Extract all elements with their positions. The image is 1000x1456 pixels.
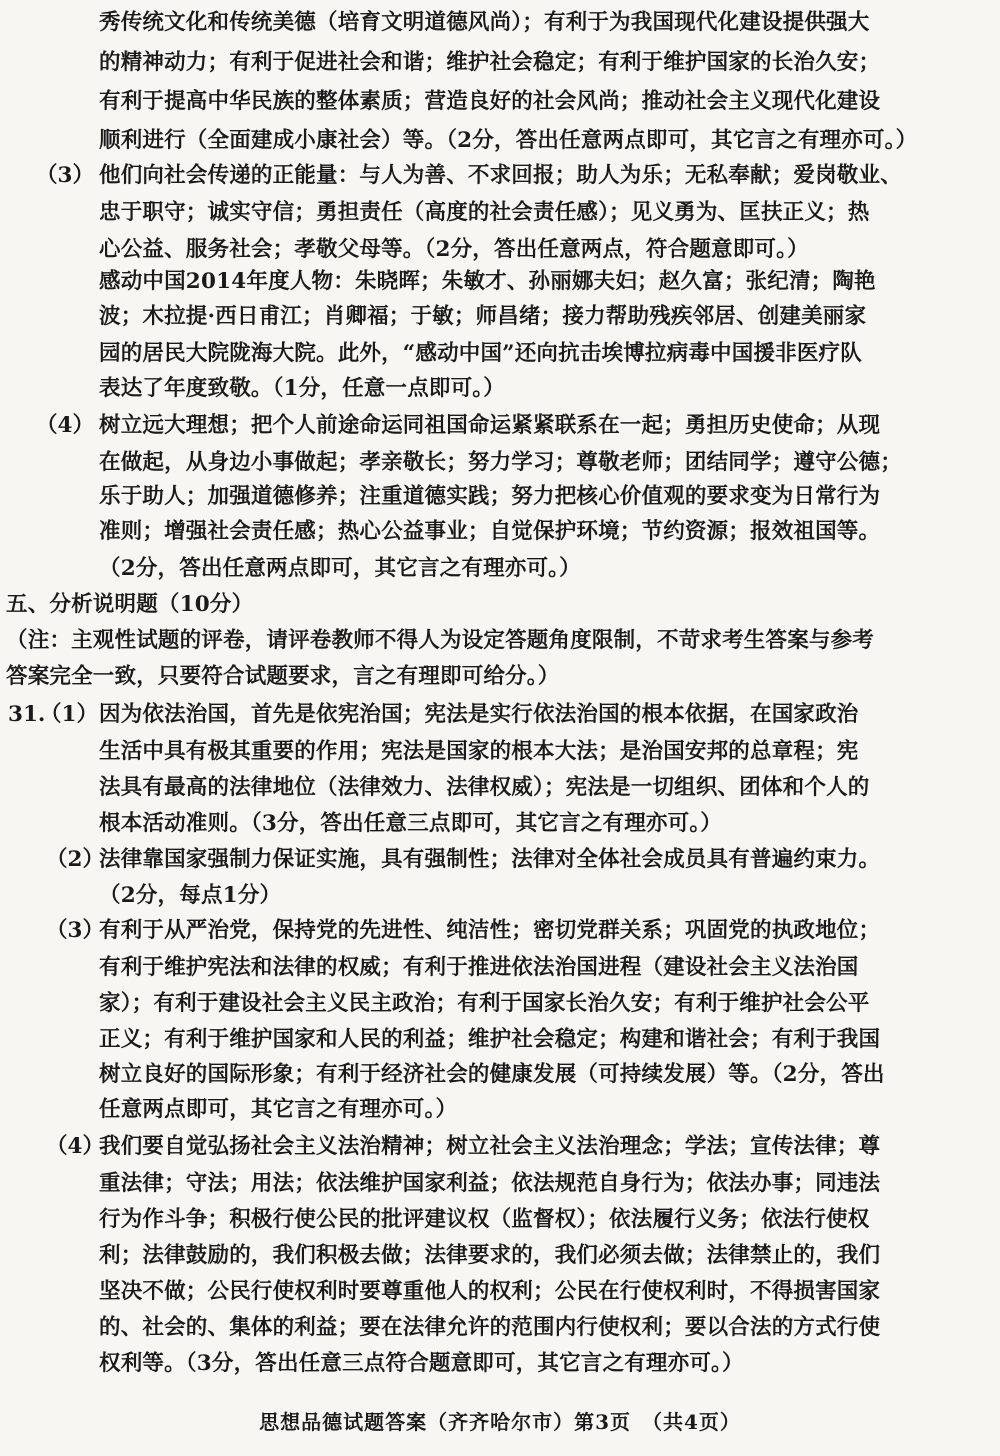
text-line: 有利于从严治党，保持党的先进性、纯洁性；密切党群关系；巩固党的执政地位； [99,918,881,943]
text-line: 正义；有利于维护国家和人民的利益；维护社会稳定；构建和谐社会；有利于我国 [99,1027,881,1052]
item-number: （3） [46,918,104,943]
text-line: 树立良好的国际形象；有利于经济社会的健康发展（可持续发展）等。（2分，答出 [99,1062,885,1087]
text-line: 家）；有利于建设社会主义民主政治；有利于国家长治久安；有利于维护社会公平 [99,991,870,1016]
text-line: 利；法律鼓励的，我们积极去做；法律要求的，我们必须去做；法律禁止的，我们 [99,1243,881,1268]
text-line: 忠于职守；诚实守信；勇担责任（高度的社会责任感）；见义勇为、匡扶正义；热 [99,200,870,225]
text-line: 有利于维护宪法和法律的权威；有利于推进依法治国进程（建设社会主义法治国 [99,955,859,980]
text-line: 因为依法治国，首先是依宪治国；宪法是实行依法治国的根本依据，在国家政治 [99,702,859,727]
text-line: 感动中国2014年度人物：朱晓晖；朱敏才、孙丽娜夫妇；赵久富；张纪清；陶艳 [99,269,876,294]
text-line: 生活中具有极其重要的作用；宪法是国家的根本大法；是治国安邦的总章程；宪 [99,739,859,764]
text-line: 法具有最高的法律地位（法律效力、法律权威）；宪法是一切组织、团体和个人的 [99,775,870,800]
page-footer: 思想品德试题答案（齐齐哈尔市）第3页 （共4页） [259,1410,741,1434]
text-line: 波；木拉提·西日甫江；肖卿福；于敏；师昌绪；接力帮助残疾邻居、创建美丽家 [99,304,867,329]
text-line: 心公益、服务社会；孝敬父母等。（2分，答出任意两点，符合题意即可。） [99,237,809,262]
text-line: 秀传统文化和传统美德（培育文明道德风尚）；有利于为我国现代化建设提供强大 [99,10,870,35]
text-line: 有利于提高中华民族的整体素质；营造良好的社会风尚；推动社会主义现代化建设 [99,89,881,114]
text-line: 树立远大理想；把个人前途命运同祖国命运紧紧联系在一起；勇担历史使命；从现 [99,413,881,438]
text-line: 的、社会的、集体的利益；要在法律允许的范围内行使权利；要以合法的方式行使 [99,1315,881,1340]
text-line: 乐于助人；加强道德修养；注重道德实践；努力把核心价值观的要求变为日常行为 [99,484,881,509]
text-line: 在做起，从身边小事做起；孝亲敬长；努力学习；尊敬老师；团结同学；遵守公德； [99,450,902,475]
text-line: 顺利进行（全面建成小康社会）等。（2分，答出任意两点即可，其它言之有理亦可。） [99,128,918,153]
text-line: 坚决不做；公民行使权利时要尊重他人的权利；公民在行使权利时，不得损害国家 [99,1279,881,1304]
text-line: 准则；增强社会责任感；热心公益事业；自觉保护环境；节约资源；报效祖国等。 [99,519,881,544]
text-line: 重法律；守法；用法；依法维护国家利益；依法规范自身行为；依法办事；同违法 [99,1171,881,1196]
text-line: （2分，每点1分） [99,883,282,908]
text-line: 我们要自觉弘扬社会主义法治精神；树立社会主义法治理念；学法；宣传法律；尊 [99,1134,881,1159]
item-number: （1） [40,702,98,727]
text-line: 根本活动准则。（3分，答出任意三点即可，其它言之有理亦可。） [99,811,722,836]
text-line: 行为作斗争；积极行使公民的批评建议权（监督权）；依法履行义务；依法行使权 [99,1207,870,1232]
text-line: 的精神动力；有利于促进社会和谐；维护社会稳定；有利于维护国家的长治久安； [99,50,881,75]
text-line: （2分，答出任意两点即可，其它言之有理亦可。） [99,556,581,581]
grading-note-line: 答案完全一致，只要符合试题要求，言之有理即可给分。） [6,664,560,689]
text-line: 表达了年度致敬。（1分，任意一点即可。） [99,376,505,401]
text-line: 法律靠国家强制力保证实施，具有强制性；法律对全体社会成员具有普遍约束力。 [99,847,881,872]
question-number: 31. [8,702,46,727]
text-line: 任意两点即可，其它言之有理亦可。） [99,1097,458,1122]
text-line: 他们向社会传递的正能量：与人为善、不求回报；助人为乐；无私奉献；爱岗敬业、 [99,163,902,188]
section-title: 五、分析说明题（10分） [6,592,254,617]
text-line: 园的居民大院陇海大院。此外，“感动中国”还向抗击埃博拉病毒中国援非医疗队 [99,341,862,366]
item-number: （4） [46,1134,104,1159]
item-number: （3） [36,163,94,188]
text-line: 权利等。（3分，答出任意三点符合题意即可，其它言之有理亦可。） [99,1351,744,1376]
item-number: （4） [36,413,94,438]
grading-note-line: （注：主观性试题的评卷，请评卷教师不得人为设定答题角度限制，不苛求考生答案与参考 [6,628,875,653]
item-number: （2） [46,847,104,872]
